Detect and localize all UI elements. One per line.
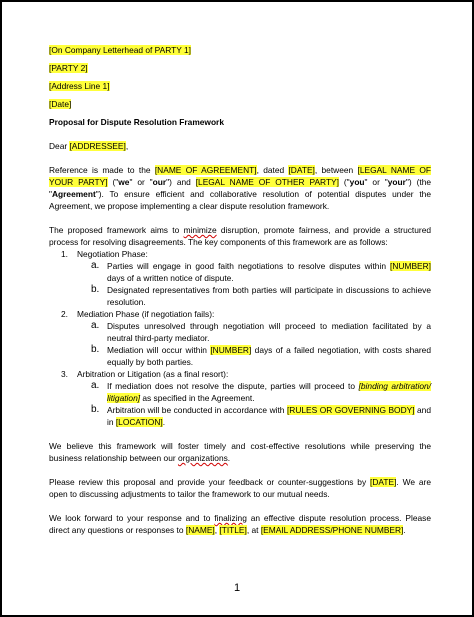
spellcheck-word: organizations <box>177 453 228 463</box>
paragraph-review: Please review this proposal and provide your feedback or counter-suggestions by [DATE]. We are open to discussing adjustments to tailor the framework to our mutual needs. <box>49 477 431 499</box>
list-subitem: a. Parties will engage in good faith negotiations to resolve disputes within [NUMBER] days of a written notice of dispute. <box>91 260 431 283</box>
placeholder-date: [Date] <box>49 99 72 109</box>
placeholder-rules: [RULES OR GOVERNING BODY] <box>286 405 415 415</box>
placeholder-your-party: [LEGAL NAME OF YOUR PARTY] <box>49 165 431 187</box>
placeholder-party: [PARTY 2] <box>49 63 88 73</box>
placeholder-agreement-date: [DATE] <box>288 165 315 175</box>
paragraph-reference: Reference is made to the [NAME OF AGREEMENT], dated [DATE], between [LEGAL NAME OF YOUR PARTY] ("we" or "our") and [LEGAL NAME OF OTHER PARTY] ("you" or "your") (the "Agreement"). To ensure efficient and collaborative resolution of potential disputes under the Agreement, we propose implementing a clear dispute resolution framework. <box>49 165 432 211</box>
list-item: 1. Negotiation Phase: <box>61 249 148 259</box>
spellcheck-word: finalizing <box>214 513 247 523</box>
placeholder-location: [LOCATION] <box>115 417 163 427</box>
recipient-party <box>49 62 431 74</box>
list-subitem: b. Designated representatives from both parties will participate in discussions to achieve resolution. <box>91 284 431 307</box>
list-item-label: Negotiation Phase: <box>77 249 148 259</box>
framework-list <box>49 248 431 428</box>
paragraph-closing: We look forward to your response and to finalizing an effective dispute resolution process. Please direct any questions or responses to [NAME], [TITLE], at [EMAIL ADDRESS/PHONE NUMBER]. <box>49 513 431 535</box>
list-subitem: b. Mediation will occur within [NUMBER] days of a failed negotiation, with costs shared equally by both parties. <box>91 344 431 367</box>
document-body <box>49 44 431 536</box>
document-title: Proposal for Dispute Resolution Framework <box>49 117 224 127</box>
placeholder-arbitration: [binding arbitration/ litigation] <box>107 381 431 403</box>
list-item: 3. Arbitration or Litigation (as a final resort): <box>61 369 229 379</box>
placeholder-agreement-name: [NAME OF AGREEMENT] <box>154 165 257 175</box>
list-subitem: a. If mediation does not resolve the dispute, parties will proceed to [binding arbitration/ litigation] as specified in the Agreement. <box>91 380 431 403</box>
paragraph-belief: We believe this framework will foster timely and cost-effective resolutions while preserving the business relationship between our organizations. <box>49 441 431 463</box>
letterhead-line <box>49 44 431 56</box>
placeholder-number: [NUMBER] <box>390 261 431 271</box>
list-item-label: Mediation Phase (if negotiation fails): <box>77 309 215 319</box>
salutation: Dear [ADDRESSEE], <box>49 141 129 151</box>
paragraph-framework-intro: The proposed framework aims to minimize disruption, promote fairness, and provide a structured process for resolving disagreements. The key components of this framework are as follows: <box>49 225 432 247</box>
recipient-address <box>49 80 431 92</box>
list-subitem: b. Arbitration will be conducted in accordance with [RULES OR GOVERNING BODY] and in [LOCATION]. <box>91 404 432 427</box>
placeholder-number: [NUMBER] <box>210 345 252 355</box>
placeholder-addressee: [ADDRESSEE] <box>69 141 126 151</box>
page-number: 1 <box>233 582 241 594</box>
list-item: 2. Mediation Phase (if negotiation fails): <box>61 309 215 319</box>
placeholder-letterhead: [On Company Letterhead of PARTY 1] <box>49 45 191 55</box>
placeholder-contact: [EMAIL ADDRESS/PHONE NUMBER] <box>260 525 404 535</box>
letter-date <box>49 98 431 110</box>
placeholder-name: [NAME] <box>185 525 215 535</box>
placeholder-title: [TITLE] <box>219 525 247 535</box>
placeholder-review-date: [DATE] <box>370 477 397 487</box>
placeholder-other-party: [LEGAL NAME OF OTHER PARTY] <box>195 177 339 187</box>
spellcheck-word: minimize <box>183 225 217 235</box>
list-item-label: Arbitration or Litigation (as a final resort): <box>77 369 229 379</box>
list-subitem: a. Disputes unresolved through negotiation will proceed to mediation facilitated by a neutral third-party mediator. <box>91 320 431 343</box>
placeholder-address: [Address Line 1] <box>49 81 110 91</box>
